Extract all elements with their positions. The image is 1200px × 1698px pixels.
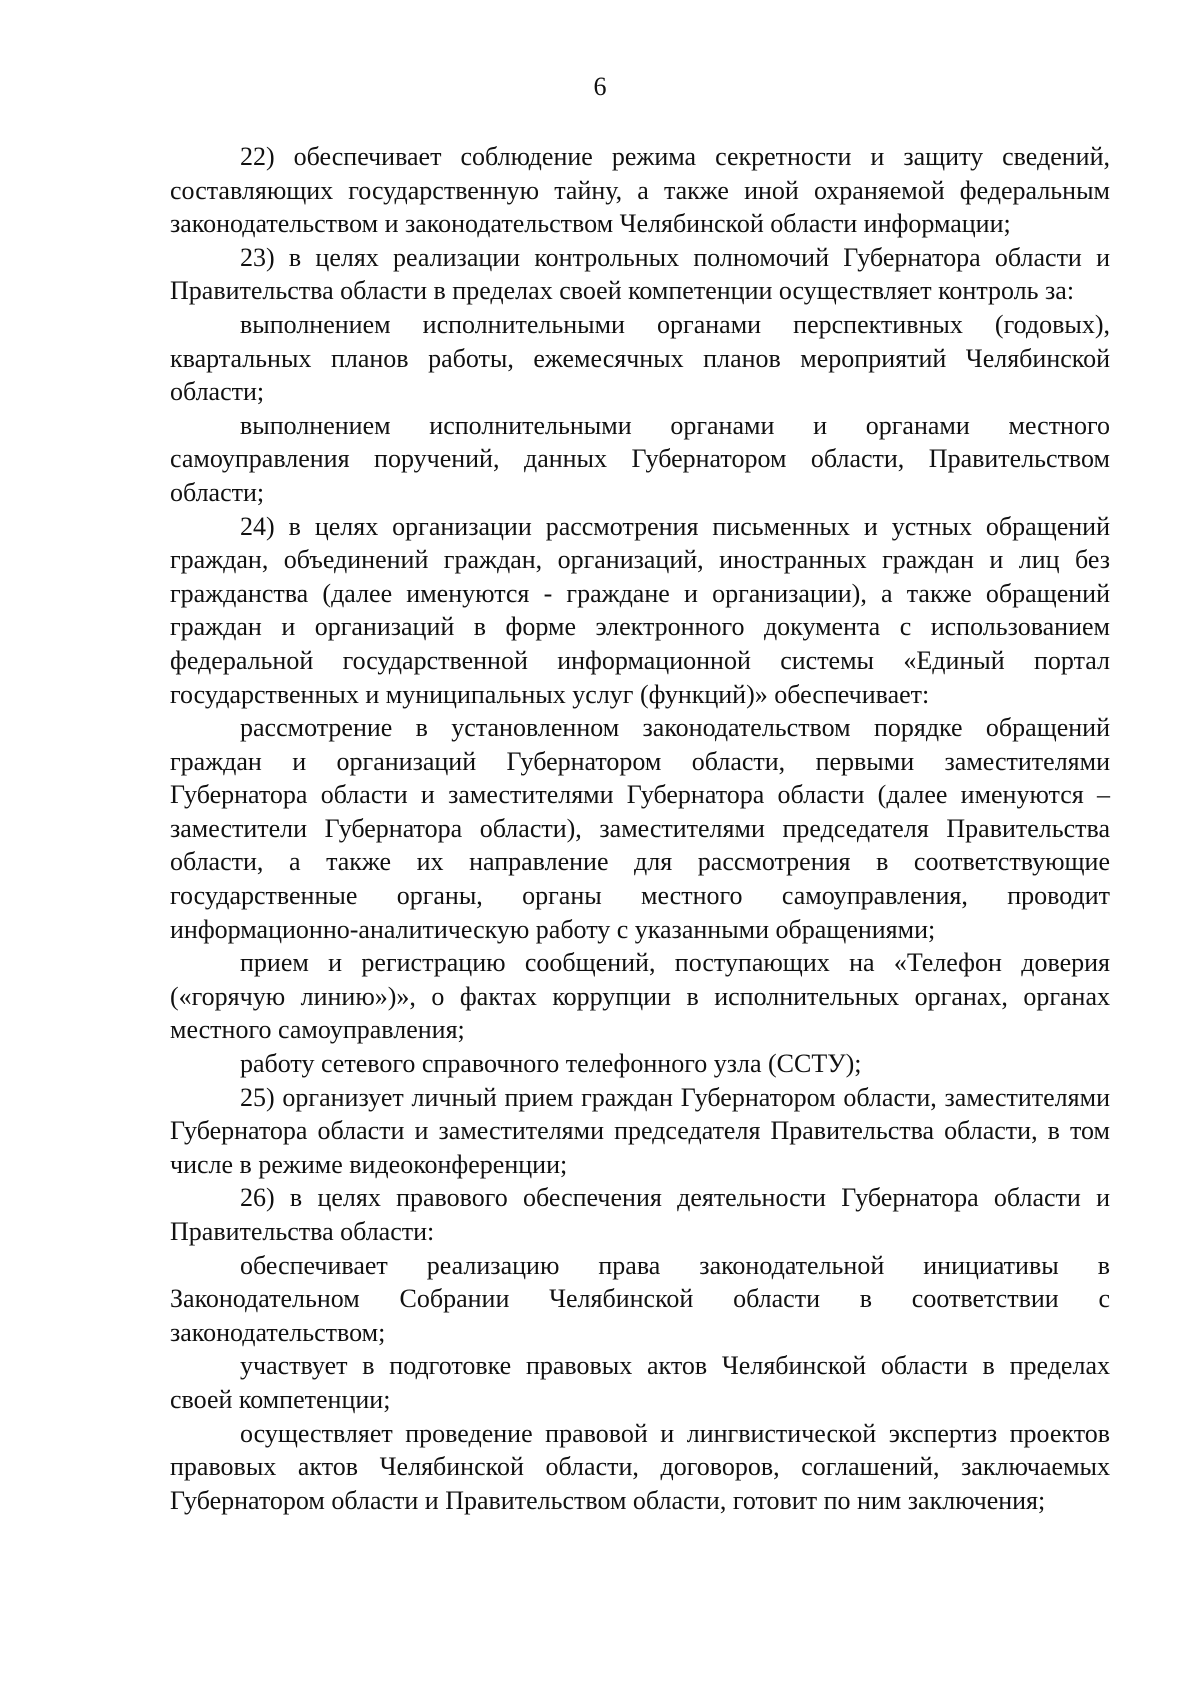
paragraph-22: 22) обеспечивает соблюдение режима секретности и защиту сведений, составляющих государственную тайну, а также иной охраняемой федеральным законодательством и законодательством Челябинской области информации; [170, 142, 1110, 239]
paragraph-24: 24) в целях организации рассмотрения письменных и устных обращений граждан, объединений граждан, организаций, иностранных граждан и лиц без гражданства (далее именуются - граждане и организации), а также обращений граждан и организаций в форме электронного документа с использованием федеральной государственной информационной системы «Единый портал государственных и муниципальных услуг (функций)» обеспечивает: [170, 511, 1110, 709]
document-body [170, 140, 1110, 1517]
paragraph-26-item-3: осуществляет проведение правовой и лингвистической экспертиз проектов правовых актов Челябинской области, договоров, соглашений, заключаемых Губернатором области и Правительством области, готовит по ним заключения; [170, 1418, 1110, 1515]
paragraph-24-item-2: прием и регистрацию сообщений, поступающих на «Телефон доверия («горячую линию»)», о фактах коррупции в исполнительных органах, органах местного самоуправления; [170, 948, 1110, 1045]
paragraph-26-item-2: участвует в подготовке правовых актов Челябинской области в пределах своей компетенции; [170, 1351, 1110, 1414]
paragraph-23-item-1: выполнением исполнительными органами перспективных (годовых), квартальных планов работы, ежемесячных планов мероприятий Челябинской области; [170, 309, 1110, 407]
paragraph-23: 23) в целях реализации контрольных полномочий Губернатора области и Правительства области в пределах своей компетенции осуществляет контроль за: [170, 242, 1110, 306]
page-number: 6 [593, 72, 607, 101]
paragraph-26: 26) в целях правового обеспечения деятельности Губернатора области и Правительства области: [170, 1183, 1110, 1246]
paragraph-26-item-1: обеспечивает реализацию права законодательной инициативы в Законодательном Собрании Челябинской области в соответствии с законодательством; [170, 1250, 1110, 1347]
paragraph-25: 25) организует личный прием граждан Губернатором области, заместителями Губернатора области и заместителями председателя Правительства области, в том числе в режиме видеоконференции; [170, 1082, 1110, 1179]
paragraph-24-item-3: работу сетевого справочного телефонного узла (ССТУ); [240, 1049, 862, 1079]
paragraph-24-item-1: рассмотрение в установленном законодательством порядке обращений граждан и организаций Губернатором области, первыми заместителями Губернатора области и заместителями Губернатора области (далее именуются – заместители Губернатора области), заместителями председателя Правительства области, а также их направление для рассмотрения в соответствующие государственные органы, органы местного самоуправления, проводит информационно-аналитическую работу с указанными обращениями; [170, 713, 1110, 944]
paragraph-23-item-2: выполнением исполнительными органами и органами местного самоуправления поручений, данных Губернатором области, Правительством области; [170, 410, 1110, 507]
